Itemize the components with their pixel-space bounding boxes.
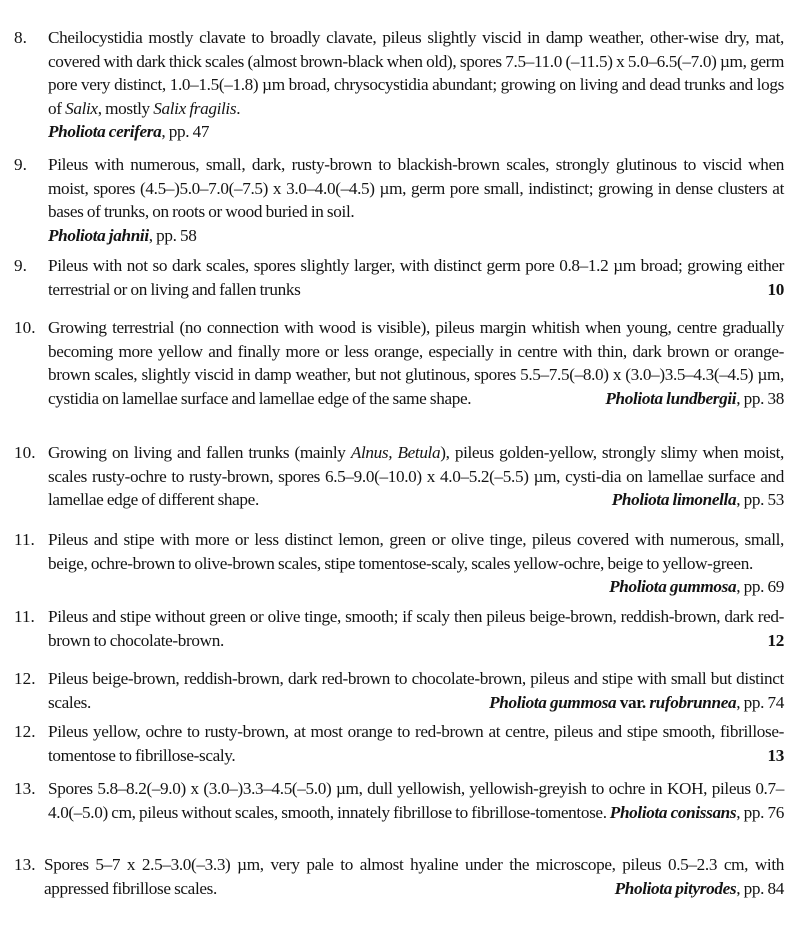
key-entry-8a (0, 26, 806, 144)
species-result[interactable] (605, 387, 784, 411)
taxon-name: Salix fragilis (153, 98, 237, 118)
couplet-number: 8. (14, 28, 27, 47)
couplet-number: 13. (14, 779, 36, 798)
couplet-number: 11. (14, 530, 35, 549)
couplet-text (48, 605, 784, 652)
taxon-name: Alnus, Betula (350, 443, 441, 462)
description-text: Cheilocystidia mostly clavate to broadly clavate, pileus slightly viscid in damp weather, other-wise dry, mat, covered with dark thick scales (almost brown-black when old), spores 7.5–11.0 (–11.5) x 5.0–6.5(–7.0) µm, germ pore very distinct, 1.0–1.5(–1.8) µm broad, chrysocystidia abundant; growing on living and dead trunks and logs of (48, 28, 784, 118)
key-entry-10b (0, 441, 806, 512)
page-reference: , pp. 38 (736, 388, 784, 408)
species-result[interactable] (609, 575, 784, 599)
species-name: Pholiota limonella (611, 490, 737, 510)
description-text: , mostly (97, 98, 154, 118)
page-reference: , pp. 74 (736, 692, 784, 712)
species-name: Pholiota jahnii (48, 225, 149, 245)
description-text: Growing terrestrial (no connection with wood is visible), pileus margin whitish when young, centre gradually becoming more yellow and finally more or less orange, especially in centre with thin, dark brown or orange-brown scales, slightly viscid in damp weather, but not glutinous, spores 5.5–7.5(–8.0) x (3.0–)3.5–4.3(–4.5) µm, cystidia on lamellae surface and lamellae edge of the same shape. (48, 318, 784, 408)
page-reference: , pp. 53 (736, 490, 784, 510)
key-entry-13a (0, 777, 806, 824)
couplet-text (48, 441, 784, 512)
species-name: Pholiota gummosa (609, 577, 737, 597)
page-reference: , pp. 76 (736, 802, 784, 822)
couplet-number: 10. (14, 443, 36, 462)
couplet-text (48, 316, 784, 410)
species-result[interactable] (612, 488, 784, 512)
key-entry-13b (0, 853, 806, 900)
species-result[interactable] (615, 877, 784, 901)
variety-label: var. (616, 692, 650, 712)
lead-to-couplet[interactable]: 13 (767, 745, 784, 765)
description-text: Pileus yellow, ochre to rusty-brown, at most orange to red-brown at centre, pileus and stipe smooth, fibrillose-tomentose to fibrillose-scaly. (48, 722, 784, 765)
description-text: Spores 5.8–8.2(–9.0) x (3.0–)3.3–4.5(–5.0) µm, dull yellowish, yellowish-greyish to ochre in KOH, pileus 0.7–4.0(–5.0) cm, pileus without scales, smooth, innately fibrillose to fibrillose-tomentose. (48, 779, 784, 822)
lead-to-couplet[interactable]: 12 (767, 630, 784, 650)
lead-to-couplet[interactable]: 10 (767, 279, 784, 299)
description-text: Growing on living and fallen trunks (mainly (48, 443, 351, 462)
species-result[interactable] (48, 224, 784, 248)
couplet-number: 12. (14, 722, 36, 741)
couplet-number: 9. (14, 155, 27, 174)
couplet-number: 13. (14, 855, 36, 874)
species-name: Pholiota gummosa (489, 692, 617, 712)
couplet-text (48, 254, 784, 301)
species-name: Pholiota lundbergii (605, 388, 737, 408)
key-entry-11b (0, 605, 806, 652)
species-result[interactable] (489, 691, 784, 715)
description-text: Pileus with not so dark scales, spores slightly larger, with distinct germ pore 0.8–1.2 µm broad; growing either terrestrial or on living and fallen trunks (48, 256, 784, 299)
couplet-text (48, 26, 784, 144)
key-entry-11a (0, 528, 806, 599)
couplet-number: 12. (14, 669, 36, 688)
page-reference: , pp. 58 (148, 225, 197, 245)
key-entry-9a (0, 153, 806, 247)
species-name: Pholiota pityrodes (614, 878, 737, 898)
couplet-text (48, 777, 784, 824)
page-reference: , pp. 47 (161, 122, 210, 142)
key-entry-12b (0, 720, 806, 767)
key-entry-10a (0, 316, 806, 410)
couplet-text (48, 667, 784, 714)
couplet-text (48, 528, 784, 597)
couplet-number: 9. (14, 256, 27, 275)
variety-name: rufobrunnea (649, 692, 737, 712)
couplet-number: 10. (14, 318, 36, 337)
couplet-text (44, 853, 784, 900)
species-name: Pholiota cerifera (48, 122, 162, 142)
page-reference: , pp. 84 (736, 878, 784, 898)
couplet-number: 11. (14, 607, 35, 626)
page-reference: , pp. 69 (736, 577, 784, 597)
species-result[interactable] (610, 801, 784, 825)
taxon-name: Salix (65, 98, 98, 118)
description-text: Pileus and stipe with more or less distinct lemon, green or olive tinge, pileus covered with numerous, small, beige, ochre-brown to olive-brown scales, stipe tomentose-scaly, scales yellow-ochre, beige to yellow-green. (48, 530, 784, 573)
description-text: ), pileus golden-yellow, strongly slimy when moist, scales rusty-ochre to rusty-brown, spores 6.5–9.0(–10.0) x 4.0–5.2(–5.5) µm, cysti-dia on lamellae surface and lamellae edge of different shape. (48, 443, 784, 510)
key-entry-9b (0, 254, 806, 301)
key-entry-12a (0, 667, 806, 714)
description-text: Spores 5–7 x 2.5–3.0(–3.3) µm, very pale to almost hyaline under the microscope, pileus 0.5–2.3 cm, with appressed fibrillose scales. (44, 855, 784, 898)
description-text: . (236, 98, 241, 118)
description-text: Pileus beige-brown, reddish-brown, dark red-brown to chocolate-brown, pileus and stipe with small but distinct scales. (48, 669, 784, 712)
couplet-text (48, 153, 784, 247)
species-name: Pholiota conissans (609, 802, 737, 822)
couplet-text (48, 720, 784, 767)
description-text: Pileus and stipe without green or olive tinge, smooth; if scaly then pileus beige-brown, reddish-brown, dark red-brown to chocolate-brown. (48, 607, 784, 650)
description-text: Pileus with numerous, small, dark, rusty-brown to blackish-brown scales, strongly glutinous to viscid when moist, spores (4.5–)5.0–7.0(–7.5) x 3.0–4.0(–4.5) µm, germ pore small, indistinct; growing in dense clusters at bases of trunks, on roots or wood buried in soil. (48, 155, 784, 222)
species-result[interactable] (48, 120, 784, 144)
